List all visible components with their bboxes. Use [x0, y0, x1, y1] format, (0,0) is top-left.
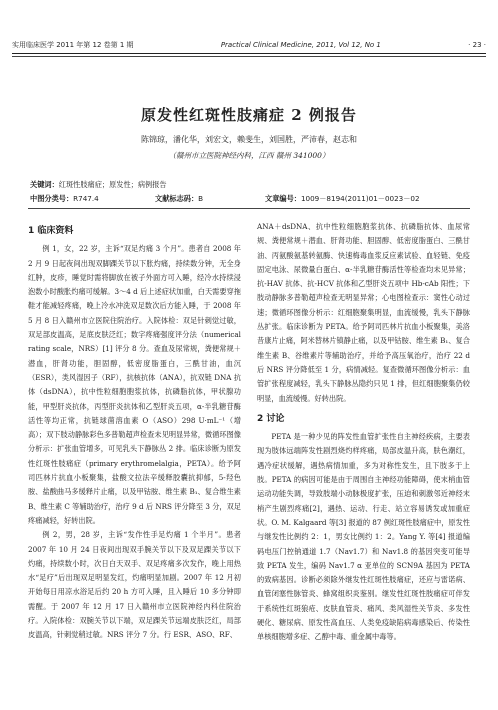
section-2-heading: 2 讨论: [257, 413, 285, 424]
discussion-paragraph: PETA 是一种少见的阵发性血管扩张性自主神经疾病，主要表现为肢体远端阵发性剧烈烧灼样疼痛，局部皮温升高，肤色潮红，遇冷症状缓解，遇热病情加重，多为对称性发生，且下肢多于上肢。PETA 的病因可能是由于周围自主神经功能障碍，使末梢血管运动功能失调，导致肢端小动脉极度扩张，压迫和刺激邻近神经末梢产生剧烈疼痛[2]，遇热、运动、行走、站立容易诱发或加重症状。O. M. Kalgaard 等[3] 报道的 87 例红斑性肢痛症中，原发性与继发性比例约 2：1，男女比例约 1：2。Yang Y. 等[4] 报道编码电压门控钠通道 1.7（Nav1.7）和 Nav1.8 的基因突变可能导致 PETA 发生，编码 Nav1.7 α 亚单位的 SCN9A 基因为 PETA 的致病基因。诊断必须除外继发性红斑性肢痛症，还应与雷诺病、血管闭塞性脉管炎、蜂窝组织炎鉴别。继发性红斑性肢痛症可伴发于系统性红斑狼疮、皮肤血管炎、痛风、类风湿性关节炎、多发性硬化、糖尿病、原发性高血压、人类免疫缺陷病毒感染后、传染性单核细胞增多症、乙醇中毒、重金属中毒等。: [257, 432, 470, 642]
right-column: [257, 220, 470, 645]
article-title: 原发性红斑性肢痛症 2 例报告: [141, 106, 357, 124]
keywords-label: 关键词：: [30, 180, 59, 189]
case-2-paragraph: 例 2，男，28 岁，主诉“发作性手足灼痛 1 个半月”。患者 2007 年 10 月 24 日夜间出现双手腕关节以下及双足踝关节以下灼痛，持续数小时，次日白天双手、双足疼痛多次发作，晚上用热水“足疗”后出现双足明显发红，灼痛明显加剧。2007 年 12 月初开始每日用凉水浴足后约 20 h 方可入睡，且入睡后 10 多分钟即需醒。于 2007 年 12 月 17 日入赣州市立医院神经内科住院治疗。入院体检：双腕关节以下端，双足踝关节远端皮肤泛红，局部皮温高，针刺觉稍过敏。NRS 评分 7 分。行 ESR、ASO、RF、: [28, 530, 241, 640]
doc-code: B: [198, 194, 204, 203]
meta-rule: [28, 208, 470, 209]
case-2-continued: ANA＋dsDNA、抗中性粒细胞胞浆抗体、抗磷脂抗体、血尿常规、粪便常规＋潜血、肝肾功能、胆固醇、低密度脂蛋白、三酰甘油、丙氨酸氨基转氨酶、快速梅毒血浆反应素试验、血轻链、免疫固定电泳、尿微量白蛋白、α-半乳糖苷酶活性等检查均未见异常；抗-HAV 抗体、抗-HCV 抗体和乙型肝炎五项中 Hb-cAb 阳性；下肢动静脉多普勒超声检查无明显异常；心电图检查示：窦性心动过速；微循环图像分析示：红细胞聚集明显，血流缓慢，乳头下静脉丛扩张。临床诊断为 PETA。给予阿司匹林片抗血小板聚集，美洛昔康片止痛，阿米替林片镇静止痛，以及甲钴胺、维生素 B₁、复合维生素 B、谷维素片等辅助治疗，并给予高压氧治疗，治疗 22 d 后 NRS 评分降低至 1 分，病情减轻。复查微循环图像分析示：血管扩张程度减轻，乳头下静脉丛隐约只见 1 排，但红细胞聚集仍较明显，血流缓慢。好转出院。: [257, 222, 470, 403]
article-id-label: 文章编号：: [265, 194, 301, 203]
page-number: · 23 ·: [468, 41, 486, 49]
keywords-line: [30, 180, 167, 190]
doc-code-label: 文献标志码：: [155, 194, 199, 203]
journal-name-en: Practical Clinical Medicine, 2011, Vol 12, No 1: [220, 41, 381, 49]
clc-code: R747.4: [73, 194, 99, 203]
running-header: [12, 38, 486, 52]
classification-line: [30, 194, 470, 204]
case-1-paragraph: 例 1，女，22 岁，主诉“双足灼痛 3 个月”。患者自 2008 年 2 月 9 日起夜间出现双脚踝关节以下胀灼痛，持续数分钟，无全身红肿，皮疹，睡觉时需将脚放在被子外面方可入睡，经冷水持续浸泡数小时酸胀灼痛可缓解。3～4 d 后上述症状加重，白天需要穿拖鞋才能减轻疼痛，晚上冷水冲洗双足数次后方能入睡，于 2008 年 5 月 8 日入赣州市立医院住院治疗。入院体检：双足针刺觉过敏，双足部皮温高，足底皮肤泛红；数字疼痛强度评分法（numerical rating scale，NRS）[1] 评分 8 分。查血及尿常规，粪便常规＋潜血，肝肾功能，胆固醇，低密度脂蛋白，三酰甘油，血沉（ESR），类风湿因子（RF），抗核抗体（ANA），抗双链 DNA 抗体（dsDNA），抗中性粒细胞胞浆抗体，抗磷脂抗体，甲状腺功能，甲型肝炎抗体，丙型肝炎抗体和乙型肝炎五项，α-半乳糖苷酶活性等均正常，抗链球菌溶血素 O（ASO）298 U·mL⁻¹（增高）；双下肢动静脉彩色多普勒超声检查未见明显异常，微循环图像分析示：扩张血管增多，可见乳头下静脉丛 2 排。临床诊断为原发性红斑性肢痛症（primary erythromelalgia，PETA）。给予阿司匹林片抗血小板聚集，盐酸文拉法辛缓释胶囊抗抑郁，5-羟色胺、盐酸曲马多缓释片止痛，以及甲钴胺、维生素 B₁、复合维生素 B、维生素 C 等辅助治疗，治疗 9 d 后 NRS 评分降至 3 分，双足疼痛减轻，好转出院。: [28, 244, 241, 525]
journal-name-cn: 实用临床医学 2011 年第 12 卷第 1 期: [12, 41, 134, 49]
article-authors: 陈锦琼，潘化华，刘宏文，赖斐生，刘国胜，严沛春，赵志和: [141, 135, 357, 144]
keywords-text: 红斑性肢痛症；原发性；病例报告: [58, 180, 167, 189]
clc-label: 中图分类号：: [30, 194, 74, 203]
article-id: 1009－8194(2011)01－0023－02: [300, 194, 420, 203]
section-1-heading: 1 临床资料: [28, 226, 74, 236]
article-affiliation: （赣州市立医院神经内科，江西 赣州 341000）: [168, 151, 330, 160]
header-rule-thin: [12, 56, 486, 57]
left-column: [28, 220, 241, 643]
header-rule: [12, 53, 486, 54]
